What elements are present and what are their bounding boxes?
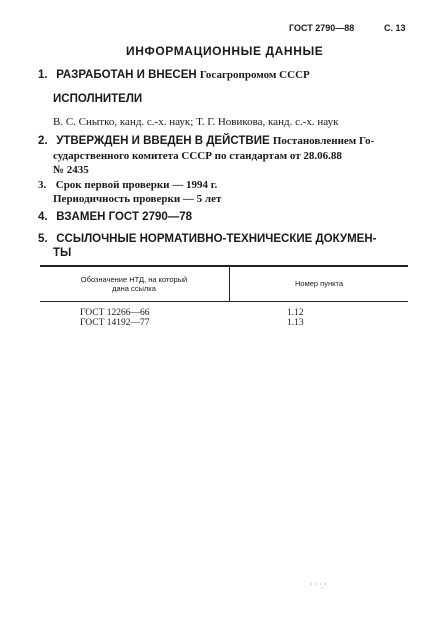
section-1-number: 1. bbox=[38, 69, 48, 81]
section-2-line2: сударственного комитета СССР по стандартам от 28.06.88 bbox=[53, 150, 342, 162]
table-row-1-doc: ГОСТ 12266—66 bbox=[80, 308, 150, 318]
table-row-2-doc: ГОСТ 14192—77 bbox=[80, 318, 150, 328]
header-standard: ГОСТ 2790—88 bbox=[289, 23, 355, 33]
table-header-clause: Номер пункта bbox=[294, 279, 343, 288]
section-3-line2: Периодичность проверки — 5 лет bbox=[53, 193, 222, 205]
section-1-text: Госагропромом СССР bbox=[199, 69, 310, 81]
table-row-2-clause: 1.13 bbox=[287, 318, 304, 328]
page-title: ИНФОРМАЦИОННЫЕ ДАННЫЕ bbox=[126, 44, 324, 58]
section-2 bbox=[38, 135, 374, 147]
table-header-rule bbox=[40, 301, 408, 302]
section-4-number: 4. bbox=[38, 211, 48, 223]
table-row-1-clause: 1.12 bbox=[287, 308, 304, 318]
section-5-heading: ССЫЛОЧНЫЕ НОРМАТИВНО-ТЕХНИЧЕСКИЕ ДОКУМЕН- bbox=[56, 233, 377, 245]
header-page-number: С. 13 bbox=[384, 23, 406, 33]
section-5-line2: ТЫ bbox=[53, 247, 72, 259]
section-2-heading: УТВЕРЖДЕН И ВВЕДЕН В ДЕЙСТВИЕ bbox=[56, 135, 270, 147]
scan-specks: · · ·̣ · bbox=[310, 580, 327, 589]
section-2-number: 2. bbox=[38, 135, 48, 147]
section-2-line3: № 2435 bbox=[53, 164, 89, 176]
section-4-heading: ВЗАМЕН ГОСТ 2790—78 bbox=[56, 211, 193, 223]
table-header-ntd-line2: дана ссылка bbox=[112, 284, 156, 293]
table-header-ntd bbox=[42, 275, 226, 293]
section-3-line1: Срок первой проверки — 1994 г. bbox=[55, 179, 218, 191]
section-1 bbox=[38, 69, 310, 81]
section-1-heading: РАЗРАБОТАН И ВНЕСЕН bbox=[56, 69, 197, 81]
table-top-rule bbox=[40, 265, 408, 267]
section-2-text: Постановлением Го- bbox=[272, 135, 375, 147]
section-5-number: 5. bbox=[38, 233, 48, 245]
section-4 bbox=[38, 211, 192, 223]
section-3 bbox=[38, 179, 217, 191]
section-3-number: 3. bbox=[38, 179, 47, 191]
section-5 bbox=[38, 233, 376, 245]
table-header-ntd-line1: Обозначение НТД, на который bbox=[80, 275, 188, 284]
performers-heading: ИСПОЛНИТЕЛИ bbox=[53, 93, 143, 105]
performers-line: В. С. Снытко, канд. с.-х. наук; Т. Г. Новикова, канд. с.-х. наук bbox=[53, 116, 339, 128]
